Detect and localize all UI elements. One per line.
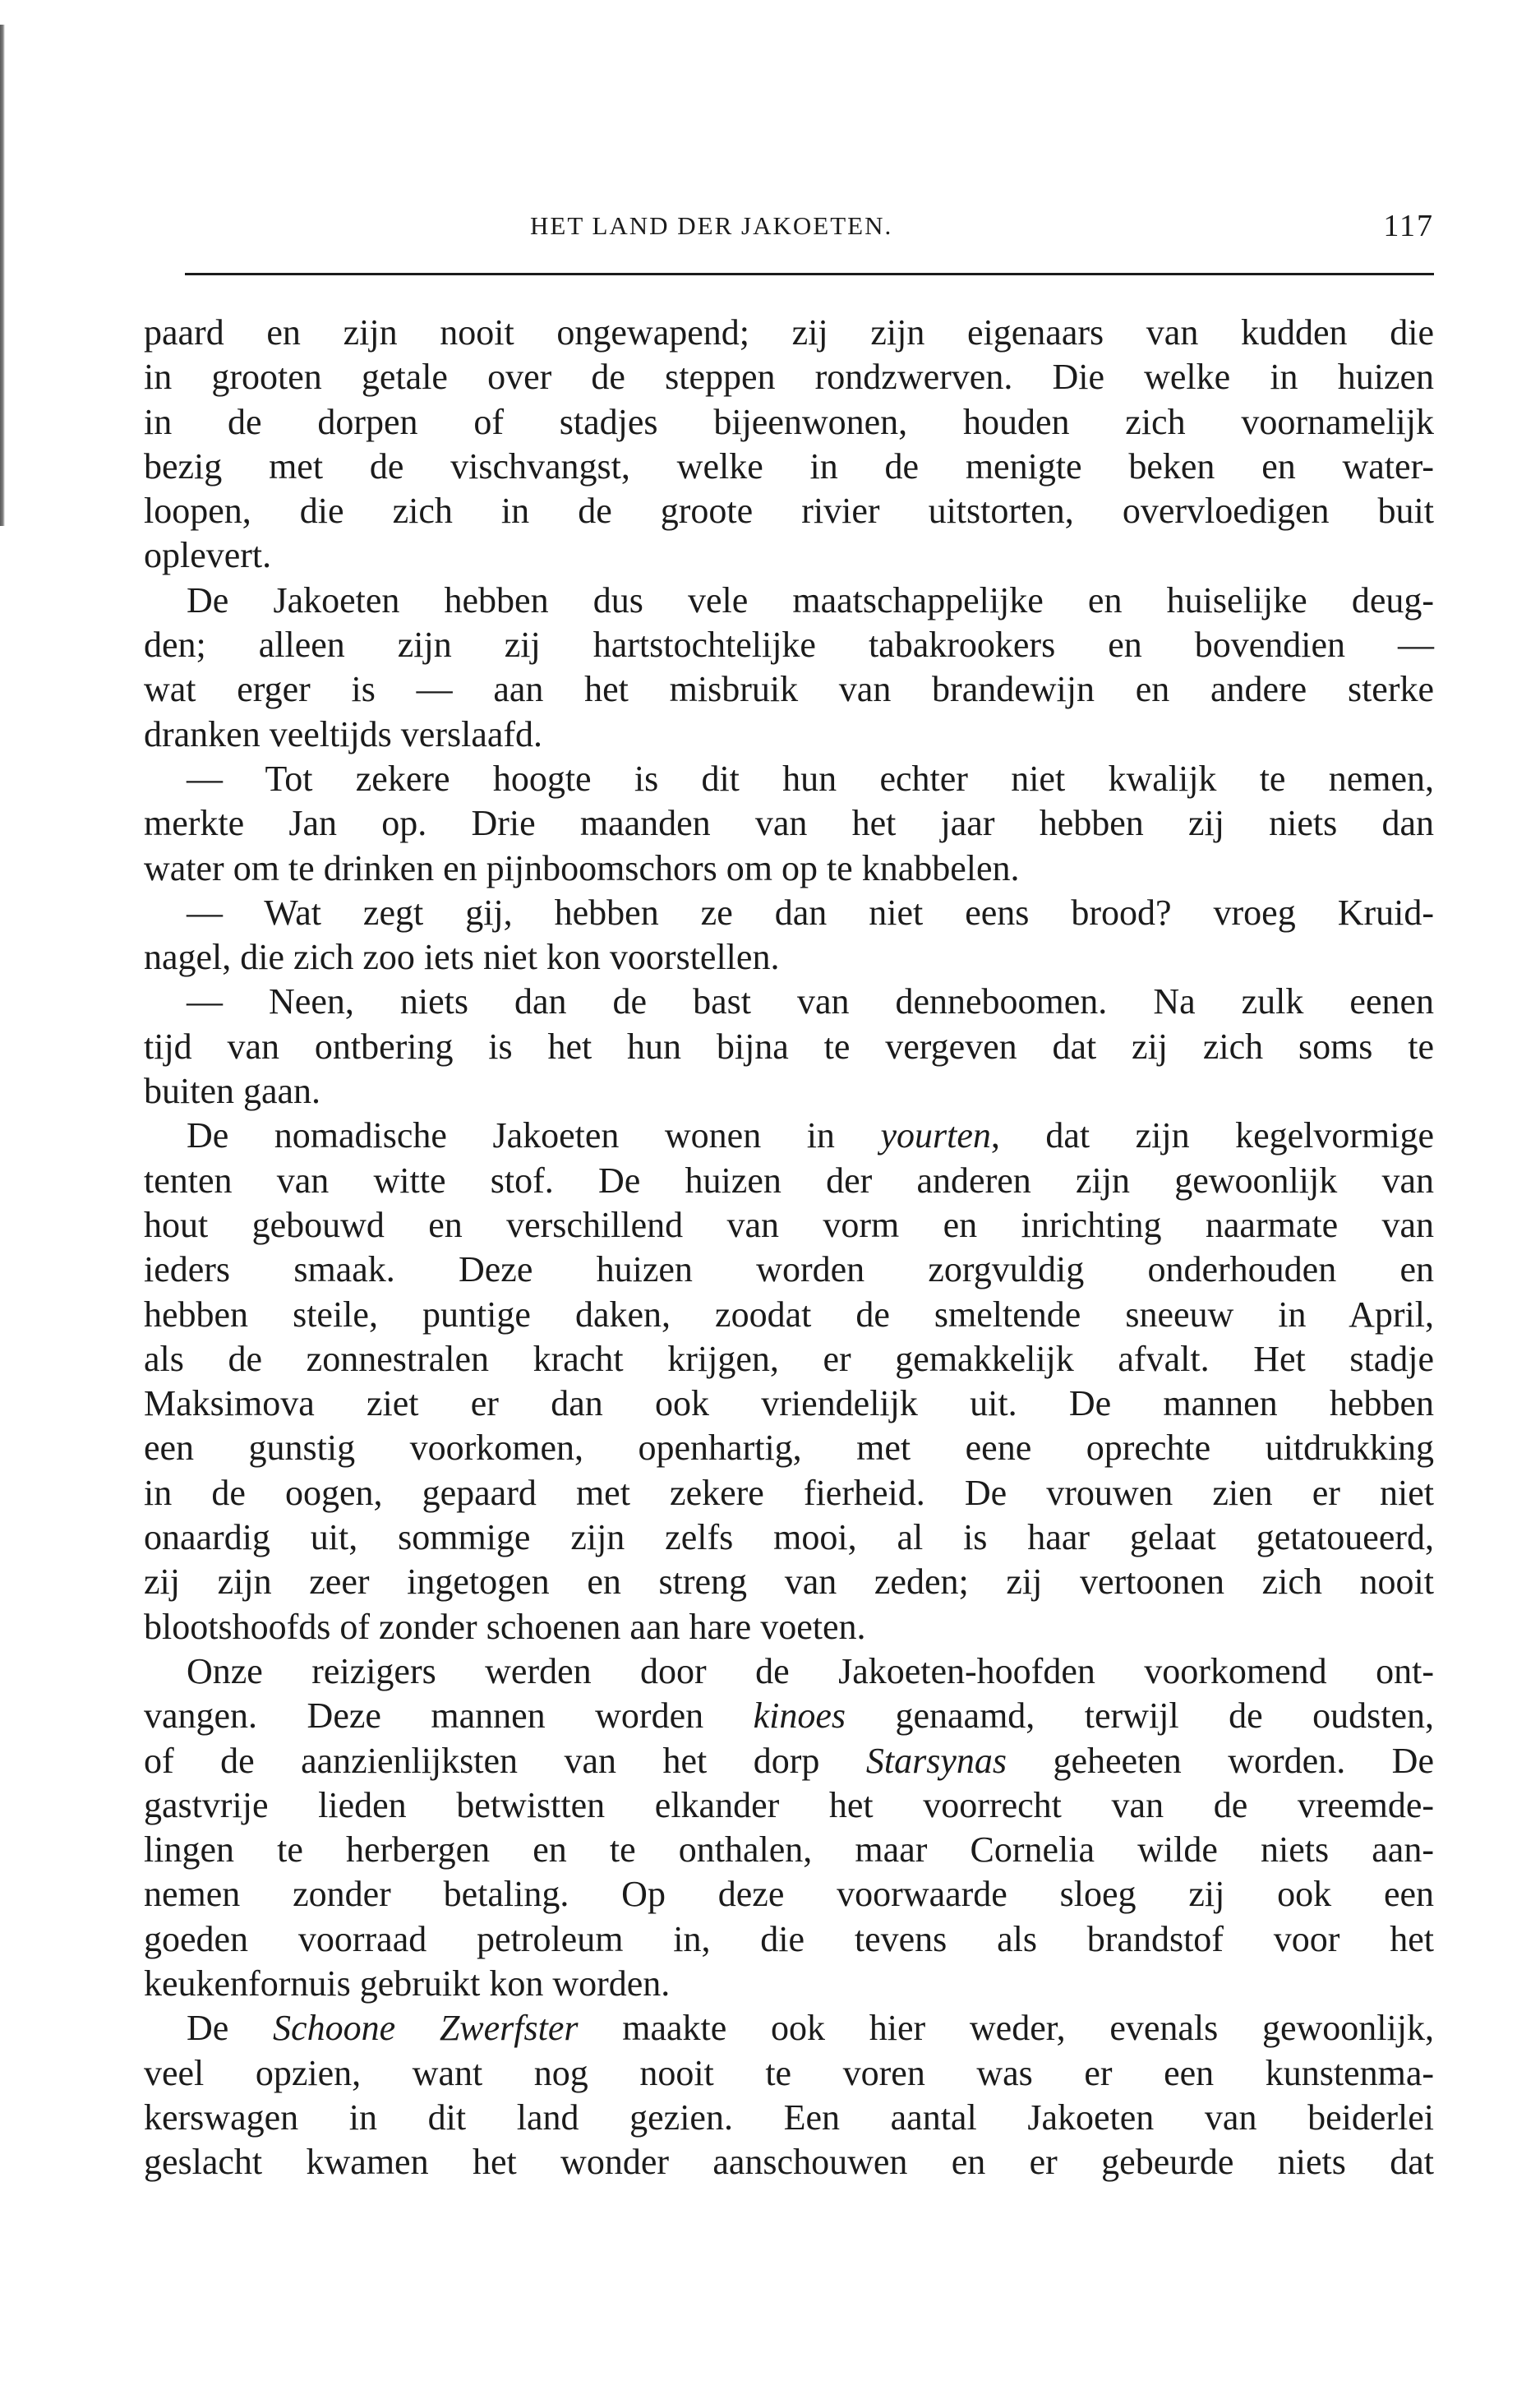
text-line: nagel, die zich zoo iets niet kon voorstellen. bbox=[144, 937, 780, 978]
text-line: bezig met de vischvangst, welke in de menigte beken en water- bbox=[144, 445, 1434, 487]
text-line: tenten van witte stof. De huizen der anderen zijn gewoonlijk van bbox=[144, 1160, 1434, 1201]
text-line: nemen zonder betaling. Op deze voorwaarde sloeg zij ook een bbox=[144, 1874, 1434, 1915]
page-body bbox=[144, 311, 1434, 2184]
text-line: gastvrije lieden betwistten elkander het voorrecht van de vreemde- bbox=[144, 1784, 1434, 1825]
text-line: De Jakoeten hebben dus vele maatschappelijke en huiselijke deug- bbox=[187, 579, 1434, 620]
text-line: tijd van ontbering is het hun bijna te vergeven dat zij zich soms te bbox=[144, 1026, 1434, 1067]
text-line: wat erger is — aan het misbruik van brandewijn en andere sterke bbox=[144, 669, 1434, 710]
text-line: kerswagen in dit land gezien. Een aantal Jakoeten van beiderlei bbox=[144, 2097, 1434, 2138]
header-rule bbox=[185, 273, 1434, 275]
text-line: oplevert. bbox=[144, 535, 272, 576]
text-line: water om te drinken en pijnboomschors om op te knabbelen. bbox=[144, 847, 1020, 888]
text-line: hout gebouwd en verschillend van vorm en inrichting naarmate van bbox=[144, 1204, 1434, 1245]
text-line: paard en zijn nooit ongewapend; zij zijn eigenaars van kudden die bbox=[144, 312, 1434, 353]
text-line: den; alleen zijn zij hartstochtelijke tabakrookers en bovendien — bbox=[144, 625, 1434, 666]
text-line: De Schoone Zwerfster maakte ook hier weder, evenals gewoonlijk, bbox=[187, 2008, 1434, 2049]
text-line: keukenfornuis gebruikt kon worden. bbox=[144, 1963, 671, 2004]
page-header bbox=[144, 205, 1434, 247]
text-line: hebben steile, puntige daken, zoodat de smeltende sneeuw in April, bbox=[144, 1294, 1434, 1335]
text-line: of de aanzienlijksten van het dorp Starsynas geheeten worden. De bbox=[144, 1740, 1434, 1781]
text-line: onaardig uit, sommige zijn zelfs mooi, al is haar gelaat getatoueerd, bbox=[144, 1517, 1434, 1558]
text-line: in de oogen, gepaard met zekere fierheid. De vrouwen zien er niet bbox=[144, 1472, 1434, 1513]
text-line: vangen. Deze mannen worden kinoes genaamd, terwijl de oudsten, bbox=[144, 1695, 1434, 1737]
text-line: een gunstig voorkomen, openhartig, met eene oprechte uitdrukking bbox=[144, 1428, 1434, 1469]
page-binding-edge bbox=[0, 25, 5, 526]
text-line: zij zijn zeer ingetogen en streng van zeden; zij vertoonen zich nooit bbox=[144, 1562, 1434, 1603]
text-line: in de dorpen of stadjes bijeenwonen, houden zich voornamelijk bbox=[144, 401, 1434, 442]
text-line: loopen, die zich in de groote rivier uitstorten, overvloedigen buit bbox=[144, 491, 1434, 532]
text-line: dranken veeltijds verslaafd. bbox=[144, 713, 543, 754]
text-line: merkte Jan op. Drie maanden van het jaar hebben zij niets dan bbox=[144, 803, 1434, 844]
text-line: veel opzien, want nog nooit te voren was er een kunstenma- bbox=[144, 2052, 1434, 2093]
text-line: in grooten getale over de steppen rondzwerven. Die welke in huizen bbox=[144, 357, 1434, 398]
text-line: — Wat zegt gij, hebben ze dan niet eens brood? vroeg Kruid- bbox=[187, 892, 1434, 933]
text-line: — Tot zekere hoogte is dit hun echter niet kwalijk te nemen, bbox=[187, 758, 1434, 799]
text-line: lingen te herbergen en te onthalen, maar Cornelia wilde niets aan- bbox=[144, 1829, 1434, 1871]
text-line: als de zonnestralen kracht krijgen, er gemakkelijk afvalt. Het stadje bbox=[144, 1338, 1434, 1379]
text-line: De nomadische Jakoeten wonen in yourten, dat zijn kegelvormige bbox=[187, 1115, 1434, 1156]
text-line: geslacht kwamen het wonder aanschouwen en er gebeurde niets dat bbox=[144, 2142, 1434, 2183]
text-line: blootshoofds of zonder schoenen aan hare voeten. bbox=[144, 1606, 866, 1647]
text-line: — Neen, niets dan de bast van denneboomen. Na zulk eenen bbox=[187, 981, 1434, 1022]
page-number: 117 bbox=[1383, 209, 1434, 243]
text-line: Maksimova ziet er dan ook vriendelijk uit. De mannen hebben bbox=[144, 1383, 1434, 1424]
text-line: goeden voorraad petroleum in, die tevens als brandstof voor het bbox=[144, 1918, 1434, 1959]
text-line: Onze reizigers werden door de Jakoeten-hoofden voorkomend ont- bbox=[187, 1650, 1434, 1691]
text-line: ieders smaak. Deze huizen worden zorgvuldig onderhouden en bbox=[144, 1249, 1434, 1290]
running-title: HET LAND DER JAKOETEN. bbox=[530, 211, 893, 240]
text-line: buiten gaan. bbox=[144, 1071, 321, 1112]
